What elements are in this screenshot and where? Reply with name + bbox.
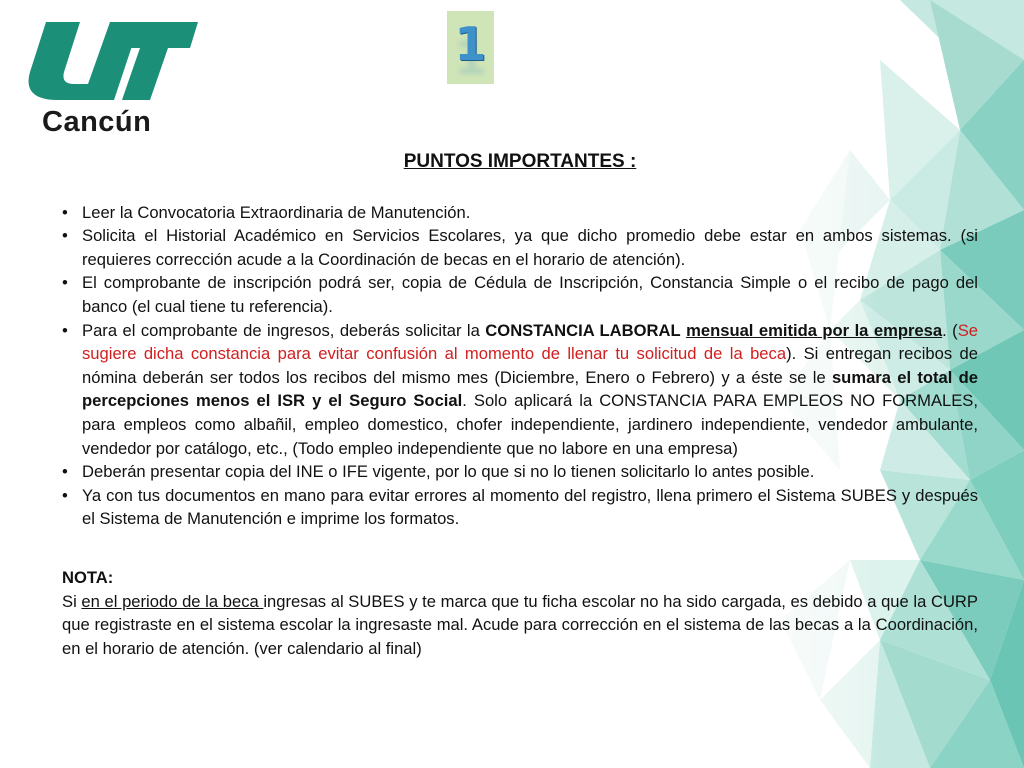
point-text: Ya con tus documentos en mano para evitar errores al momento del registro, llena primero el Sistema SUBES y después el Sistema de Manutención e imprime los formatos.	[82, 485, 978, 529]
point-text: . (	[942, 320, 958, 340]
list-item	[62, 224, 978, 271]
mensual-emitida-text: mensual emitida por la empresa	[686, 320, 943, 340]
list-item	[62, 460, 978, 484]
page-title: PUNTOS IMPORTANTES :	[403, 151, 637, 172]
list-item	[62, 484, 978, 531]
nota-title: NOTA:	[62, 567, 114, 587]
slide-number-badge	[447, 11, 494, 84]
suggestion-text: Se sugiere dicha constancia para evitar confusión al momento de llenar tu solicitud de la beca	[82, 320, 979, 364]
nota-text	[62, 590, 978, 661]
list-item	[62, 271, 978, 318]
periodo-beca-text: en el periodo de la beca	[81, 591, 264, 611]
logo-text: Cancún	[42, 106, 152, 138]
point-text: El comprobante de inscripción podrá ser, copia de Cédula de Inscripción, Constancia Simple o el recibo de pago del banco (el cual tiene tu referencia).	[82, 273, 978, 316]
list-item	[62, 201, 978, 225]
nota-section	[62, 566, 978, 660]
point-text: ). Si entregan recibos de nómina deberán ser todos los recibos del mismo mes (Diciembre, Enero o Febrero) y a éste se le	[82, 344, 978, 387]
isr-text: sumara el total de percepciones menos el ISR y el Seguro Social	[82, 367, 978, 411]
ut-cancun-logo	[18, 14, 208, 139]
constancia-laboral-text: CONSTANCIA LABORAL	[485, 320, 681, 340]
list-item	[62, 319, 978, 461]
point-text: Deberán presentar copia del INE o IFE vigente, por lo que si no lo tienen solicitarlo lo antes posible.	[82, 462, 815, 482]
point-text: Para el comprobante de ingresos, deberás solicitar la	[82, 320, 486, 340]
important-points-list	[62, 201, 978, 531]
nota-text-c: ingresas al SUBES y te marca que tu ficha escolar no ha sido cargada, es debido a que la CURP que registraste en el sistema escolar la ingresaste mal. Acude para corrección en el sistema de las becas a la Coordinación, en el horario de atención. (ver calendario al final)	[62, 591, 978, 658]
ut-logo-mark	[18, 14, 208, 114]
slide-number: 1	[454, 17, 487, 71]
slide-content	[62, 150, 978, 660]
point-text: Leer la Convocatoria Extraordinaria de Manutención.	[82, 202, 471, 222]
point-text: Solicita el Historial Académico en Servicios Escolares, ya que dicho promedio debe estar en ambos sistemas. (si requieres corrección acude a la Coordinación de becas en el horario de atención).	[82, 226, 978, 269]
nota-text-a: Si	[62, 591, 82, 611]
point-text: . Solo aplicará la CONSTANCIA PARA EMPLEOS NO FORMALES, para empleos como albañil, empleo domestico, chofer independiente, jardinero independiente, vendedor ambulante, vendedor por catálogo, etc., (Todo empleo independiente que no labore en una empresa)	[82, 391, 978, 458]
